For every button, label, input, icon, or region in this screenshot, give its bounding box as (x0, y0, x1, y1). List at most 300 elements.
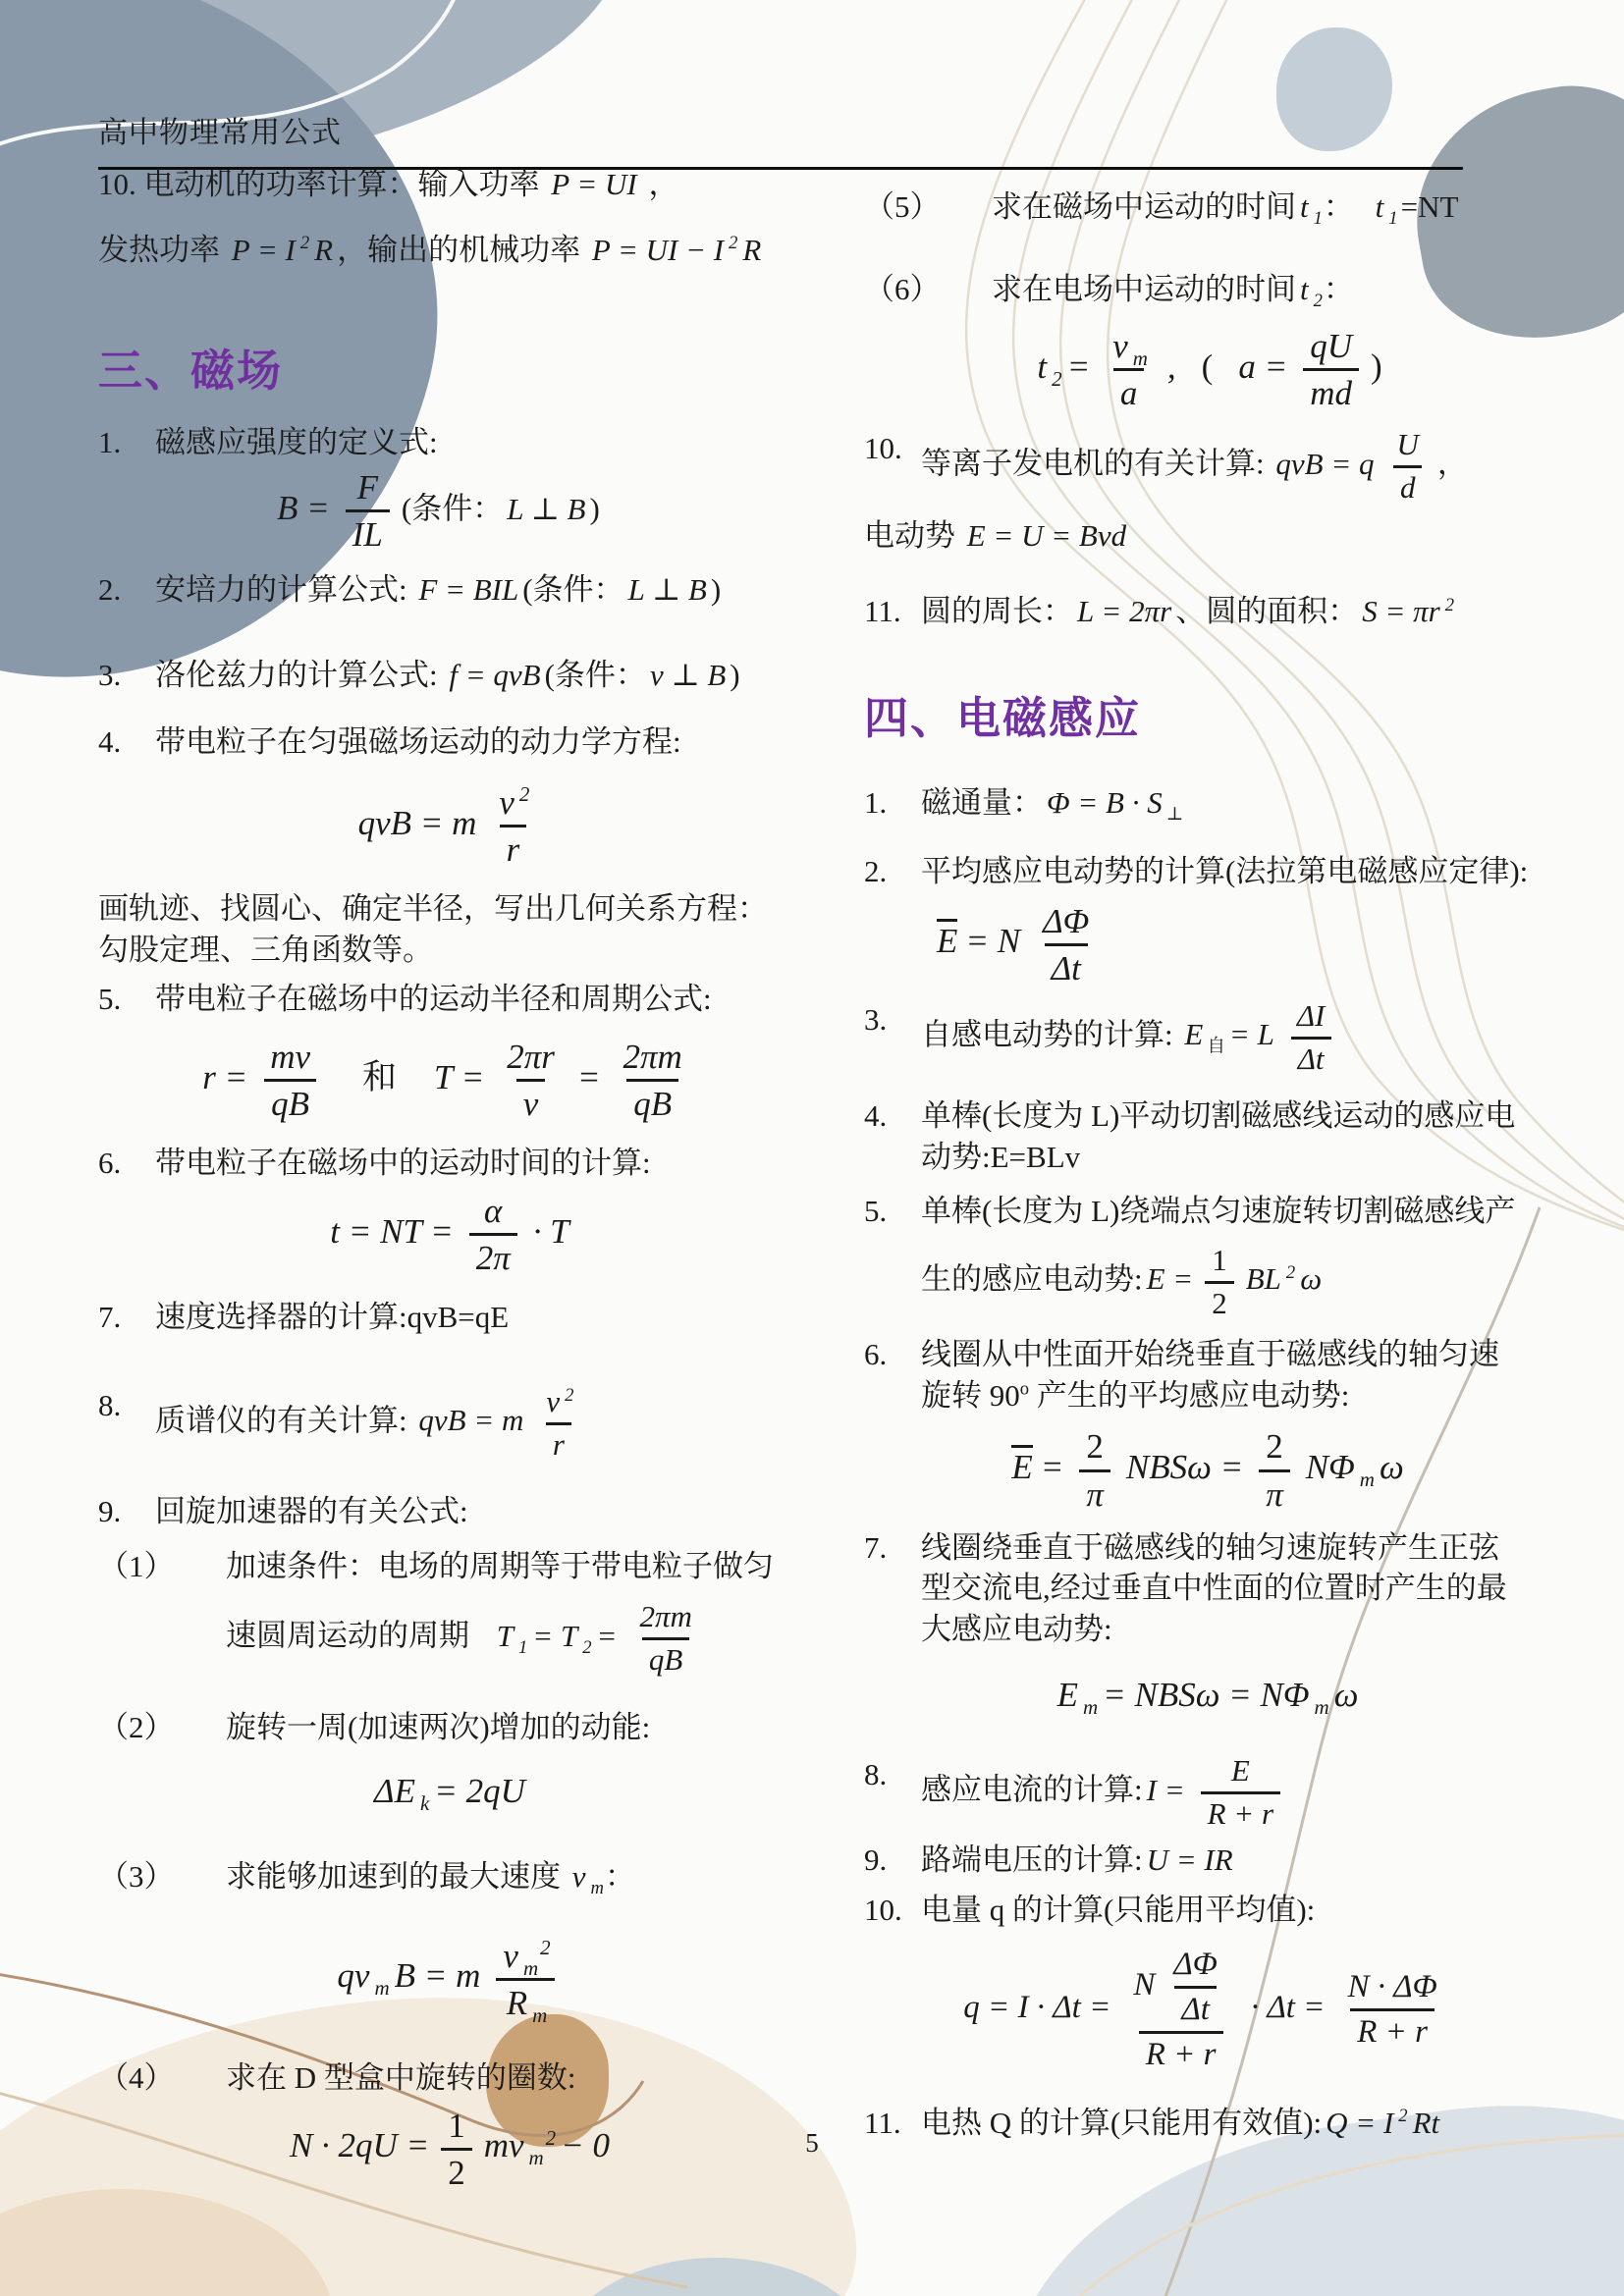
subscript: 1 (1388, 208, 1398, 230)
math-overline: E (937, 919, 957, 958)
left-column (98, 160, 801, 2192)
text-run: 求在电场中运动的时间 (992, 271, 1296, 306)
math-run: L ⊥ B (627, 572, 707, 608)
text-run: 旋转一周(加速两次)增加的动能: (226, 1709, 651, 1744)
text-run: 电量 q 的计算(只能用平均值): (921, 1893, 1316, 1928)
prev-item10-line1 (98, 164, 801, 205)
item-text (921, 1334, 1551, 1415)
item-text (921, 1840, 1551, 1881)
text-run: 单棒(长度为 L)绕端点匀速旋转切割磁感线产 (921, 1194, 1516, 1229)
text-run: 线圈绕垂直于磁感线的轴匀速旋转产生正弦 (921, 1529, 1499, 1565)
note-line-2: 勾股定理、三角函数等。 (98, 932, 433, 967)
text-run: 等离子发电机的有关计算: (921, 446, 1265, 481)
text-run: 圆的面积： (1206, 594, 1359, 629)
text-run: 磁感应强度的定义式: (155, 424, 438, 459)
em-item-2 (864, 851, 1551, 892)
subitem-3 (98, 1856, 801, 1897)
fraction (1075, 1427, 1114, 1513)
fraction (1102, 327, 1156, 412)
subscript: 1 (518, 1636, 528, 1658)
math-run: f = qvB (449, 658, 541, 692)
item-text (155, 721, 801, 763)
math-run: ω (1333, 1676, 1359, 1715)
math-run: BL (1245, 1261, 1281, 1297)
numerator: F (356, 468, 378, 507)
item-number: 3. (864, 1001, 888, 1037)
text-run: 求能够加速到的最大速度 (226, 1859, 561, 1895)
text-run: ，输出的机械功率 (337, 232, 581, 267)
subscript: 2 (1052, 366, 1062, 391)
item-text (155, 979, 801, 1020)
item-number: （5） (864, 189, 941, 224)
formula-quarter-turn-emf (864, 1427, 1551, 1513)
subscript: m (374, 1976, 390, 2001)
fraction (535, 1385, 581, 1462)
subitem-1 (98, 1546, 801, 1678)
math-run: t (1300, 271, 1309, 306)
math-run: = N (965, 922, 1021, 961)
subscript: 自 (1207, 1036, 1225, 1057)
item-10-right (864, 428, 1551, 505)
numerator (492, 1937, 558, 1978)
numerator: 1 (1212, 1242, 1227, 1277)
math-overline: E (1011, 1445, 1032, 1484)
text-run: 求在磁场中运动的时间 (992, 189, 1296, 224)
text-run: 线圈从中性面开始绕垂直于磁感线的轴匀速 (921, 1337, 1499, 1372)
superscript: 2 (545, 2125, 557, 2150)
denominator: Δt (1174, 1986, 1217, 2028)
numerator: U (1396, 427, 1419, 462)
superscript: 2 (1285, 1261, 1296, 1283)
numerator: 2πm (639, 1599, 692, 1634)
numerator: 2 (1266, 1427, 1283, 1467)
math-run: T = (434, 1057, 485, 1096)
item-text (155, 569, 801, 611)
subscript: ⊥ (1165, 804, 1184, 826)
math-run: t (1300, 189, 1309, 224)
fraction (342, 468, 394, 554)
math-run: = (1040, 1448, 1064, 1487)
page-number: 5 (805, 2128, 819, 2158)
text-run: ) (589, 491, 600, 526)
item-7 (98, 1297, 801, 1338)
math-run: v ⊥ B (649, 658, 727, 692)
text-run: 自感电动势的计算: (921, 1017, 1173, 1052)
fraction (1197, 1754, 1284, 1831)
math-run: ω (1300, 1261, 1323, 1297)
denominator: md (1303, 368, 1359, 412)
item-number: 7. (864, 1529, 888, 1565)
math-run: q = I · Δt = (963, 1989, 1111, 2025)
denominator: d (1393, 465, 1423, 506)
text-run: 路端电压的计算: (921, 1842, 1143, 1877)
em-item-9 (864, 1840, 1551, 1881)
text-run: 发热功率 (98, 232, 220, 267)
subitem-1-line2 (226, 1600, 801, 1677)
em-item-6 (864, 1334, 1551, 1415)
denominator: R + r (1201, 1791, 1280, 1832)
em-item-5-line2 (921, 1244, 1551, 1320)
section-heading-magnetic-field: 三、磁场 (98, 347, 284, 397)
math-run: U = IR (1146, 1842, 1233, 1877)
math-run: qvB = q (1275, 446, 1375, 481)
item-text (226, 1856, 801, 1897)
text-run: (条件： (544, 658, 646, 692)
item-number: 2. (864, 853, 888, 888)
math-run: Rt (1412, 2105, 1440, 2140)
math-run: · T (532, 1211, 569, 1251)
denominator: qB (626, 1079, 678, 1123)
subscript: m (1359, 1468, 1375, 1492)
math-run: v (499, 783, 514, 823)
math-run: qvB = m (357, 803, 477, 842)
em-item-10 (864, 1890, 1551, 1931)
text-run: 10. 电动机的功率计算：输入功率 (98, 167, 540, 201)
item-number: （2） (98, 1709, 175, 1744)
em-item-1 (864, 782, 1551, 824)
subscript: m (1082, 1695, 1099, 1720)
subscript: m (1132, 347, 1148, 371)
formula-max-emf (864, 1673, 1551, 1719)
subitem-2 (98, 1707, 801, 1748)
item-number: 3. (98, 658, 122, 692)
subscript: m (532, 2002, 548, 2027)
item-text (921, 1754, 1551, 1831)
math-run: L = 2πr (1077, 594, 1172, 629)
superscript: 2 (299, 233, 310, 254)
superscript: 2 (518, 782, 530, 807)
item-text (921, 1095, 1551, 1177)
text-run: ) (710, 572, 722, 608)
item-number: 11. (864, 2105, 901, 2140)
math-run: Q = I (1326, 2105, 1394, 2140)
math-run: · Δt = (1250, 1989, 1326, 2025)
item-text (155, 1297, 801, 1338)
math-run: = (576, 1057, 601, 1096)
fraction (613, 1038, 693, 1123)
denominator: π (1079, 1469, 1110, 1514)
text-run: ， (1436, 446, 1468, 481)
text-run: 带电粒子在磁场中的运动时间的计算: (155, 1146, 651, 1181)
text-run: 速圆周运动的周期 (226, 1618, 469, 1653)
math-run: N (1133, 1966, 1156, 2002)
math-run: B = m (394, 1956, 481, 1996)
denominator: Δt (1291, 1037, 1331, 1077)
item-11-right (864, 591, 1551, 632)
text-run: 加速条件：电场的周期等于带电粒子做匀 (226, 1548, 774, 1583)
math-run: =NT (1400, 189, 1459, 224)
item-number: （3） (98, 1859, 175, 1895)
fraction (1255, 1427, 1294, 1513)
item-9 (98, 1491, 801, 1532)
text-run: 磁通量： (921, 785, 1043, 821)
formula-time-in-e-field (864, 327, 1551, 412)
math-run: ω (1379, 1448, 1404, 1487)
math-run: v (546, 1383, 561, 1418)
denominator: v (516, 1079, 546, 1123)
numerator: 1 (448, 2106, 465, 2145)
text-run: 和 (362, 1057, 398, 1096)
item-number: 7. (98, 1300, 122, 1335)
formula-qvb-dynamics (98, 783, 801, 869)
math-run: R (506, 1983, 528, 2022)
item-number: （4） (98, 2060, 175, 2096)
item-text (155, 1143, 801, 1184)
math-run: E = (1146, 1261, 1194, 1297)
math-run: R (314, 232, 334, 267)
item-number: 4. (864, 1098, 888, 1134)
item-text (921, 591, 1551, 632)
math-run: a = (1238, 347, 1288, 386)
denominator: a (1113, 368, 1145, 412)
item-text (226, 1546, 801, 1678)
item-2 (98, 569, 801, 611)
item-number: 6. (864, 1337, 888, 1372)
math-run: = 2qU (434, 1772, 525, 1811)
subscript: m (528, 2146, 544, 2170)
superscript: 2 (1444, 595, 1455, 616)
text-run: 生的感应电动势: (921, 1261, 1143, 1297)
fraction (441, 2107, 472, 2192)
note-line-1: 画轨迹、找圆心、确定半径，写出几何关系方程： (98, 891, 768, 927)
numerator: ΔI (1296, 997, 1326, 1033)
subscript: 2 (582, 1636, 592, 1658)
item-4 (98, 721, 801, 763)
fraction-inner (1163, 1947, 1228, 2028)
denominator: IL (346, 509, 390, 554)
item-text (226, 2057, 801, 2099)
text-run: (条件： (522, 572, 624, 608)
item-text (921, 1527, 1551, 1650)
text-run: 动势:E=BLv (921, 1139, 1081, 1174)
item-number: 4. (98, 723, 122, 759)
numerator (1102, 327, 1156, 371)
math-run: E (1056, 1676, 1078, 1715)
math-run: ΔE (374, 1772, 415, 1811)
formula-kinetic-gain (98, 1769, 801, 1815)
denominator: R + r (1139, 2031, 1223, 2073)
prev-item10-line2 (98, 230, 801, 271)
numerator (488, 783, 537, 825)
denominator: Δt (1045, 943, 1088, 988)
item-text (155, 1385, 801, 1462)
fraction (492, 1936, 558, 2027)
math-run: E (1184, 1017, 1204, 1052)
text-run: 产生的平均感应电动势: (1029, 1377, 1350, 1413)
text-run: 带电粒子在磁场中的运动半径和周期公式: (155, 981, 712, 1016)
denominator: r (546, 1422, 571, 1463)
text-run: 电动势 (864, 517, 955, 553)
math-run: v (1112, 327, 1128, 366)
item-number: 1. (98, 424, 122, 459)
item-text (921, 428, 1551, 505)
em-item-7 (864, 1527, 1551, 1650)
fraction (1336, 1969, 1447, 2051)
item-1 (98, 422, 801, 463)
numerator: E (1230, 1753, 1250, 1789)
numerator: ΔΦ (1173, 1946, 1218, 1982)
item-text (921, 851, 1551, 892)
subitem-4 (98, 2057, 801, 2099)
fraction (496, 1038, 566, 1123)
em-item-11 (864, 2103, 1551, 2144)
math-run: t (1037, 347, 1048, 386)
subscript: k (419, 1791, 430, 1816)
subscript: 1 (1313, 208, 1323, 230)
item-number: 10. (864, 1893, 902, 1928)
em-item-6-line2 (921, 1375, 1551, 1416)
item-number: 8. (98, 1387, 122, 1422)
superscript: 2 (729, 233, 738, 254)
em-item-3 (864, 999, 1551, 1076)
right-column (864, 183, 1551, 2143)
math-run: Φ = B · S (1047, 785, 1163, 821)
text-run: 回旋加速器的有关公式: (155, 1494, 468, 1529)
item-number: 9. (98, 1494, 122, 1529)
denominator: 2 (1205, 1281, 1234, 1321)
item-number: 5. (98, 981, 122, 1016)
math-run: T (496, 1618, 514, 1653)
item-text (921, 1191, 1551, 1320)
section-heading-em-induction: 四、电磁感应 (864, 693, 1142, 743)
item-text (992, 269, 1551, 310)
denominator: 2π (469, 1233, 517, 1277)
math-run: mv (483, 2126, 524, 2165)
subscript: m (522, 1955, 539, 1980)
math-run: = L (1228, 1017, 1274, 1052)
subscript: 2 (1313, 290, 1323, 311)
fraction (1299, 327, 1363, 412)
denominator: qB (264, 1079, 316, 1123)
em-item-8 (864, 1754, 1551, 1831)
text-run: 单棒(长度为 L)平动切割磁感线运动的感应电 (921, 1098, 1516, 1134)
math-run: qv (337, 1956, 370, 1996)
formula-charge (864, 1947, 1551, 2073)
numerator: 2 (1086, 1427, 1104, 1467)
text-run: ： (1323, 271, 1354, 306)
math-run: = NBSω = NΦ (1103, 1676, 1310, 1715)
item-number: （1） (98, 1548, 175, 1583)
item-number: 10. (864, 431, 902, 466)
fraction (1386, 428, 1430, 505)
denominator: qB (642, 1637, 689, 1678)
item-text (226, 1707, 801, 1748)
item-text (155, 422, 801, 463)
item-number: 6. (98, 1146, 122, 1181)
item-text (921, 999, 1551, 1076)
fraction (488, 783, 537, 869)
text-run: 大感应电动势: (921, 1611, 1112, 1646)
text-run: 质谱仪的有关计算: (155, 1403, 407, 1438)
formula-radius-period (98, 1038, 801, 1123)
item-text (921, 2103, 1551, 2144)
item-number: 1. (864, 785, 888, 821)
fraction (1286, 999, 1336, 1076)
item-number: 2. (98, 572, 122, 608)
denominator: r (500, 825, 527, 869)
text-run: 电热 Q 的计算(只能用有效值): (921, 2105, 1323, 2140)
item-text (921, 1890, 1551, 1931)
text-run: 旋转 90 (921, 1377, 1020, 1413)
math-run: P = UI − I (591, 232, 725, 267)
fraction (465, 1192, 521, 1277)
text-run: 圆的周长： (921, 594, 1073, 629)
numerator: N · ΔΦ (1347, 1968, 1437, 2004)
em-item-5 (864, 1191, 1551, 1320)
item-number: （6） (864, 271, 941, 306)
math-run: = T (532, 1618, 578, 1653)
math-run: N · 2qU = (289, 2126, 430, 2165)
text-run: ( (1201, 347, 1214, 386)
item-text (155, 655, 801, 696)
item-number: 9. (864, 1842, 888, 1877)
subscript: m (1314, 1695, 1329, 1720)
numerator (535, 1385, 581, 1422)
text-run: 型交流电,经过垂直中性面的位置时产生的最 (921, 1571, 1507, 1606)
text-run: 求在 D 型盒中旋转的圈数: (226, 2060, 576, 2096)
numerator: 2πr (507, 1038, 555, 1077)
fraction (1122, 1947, 1239, 2073)
math-run: NΦ (1305, 1448, 1355, 1487)
numerator (1122, 1947, 1239, 2031)
numerator: ΔΦ (1043, 901, 1090, 940)
item-number: 8. (864, 1757, 888, 1792)
subitem-5 (864, 187, 1551, 228)
math-run: , (1166, 347, 1176, 386)
text-run: ， (648, 167, 679, 201)
fraction (628, 1600, 702, 1677)
item-text (155, 1491, 801, 1532)
denominator: 2 (441, 2148, 472, 2192)
math-run: S = πr (1362, 594, 1440, 629)
math-run: v (503, 1936, 518, 1975)
fraction (1205, 1244, 1234, 1320)
text-run: 、 (1175, 594, 1207, 629)
math-run: v (571, 1859, 586, 1895)
text-run: 带电粒子在匀强磁场运动的动力学方程: (155, 723, 681, 759)
fraction (1032, 902, 1100, 988)
math-run: L ⊥ B (507, 491, 586, 526)
math-run: = (1066, 347, 1091, 386)
text-run: ) (730, 658, 740, 692)
superscript: 2 (540, 1936, 551, 1960)
text-run: 安培力的计算公式: (155, 572, 407, 608)
math-run: F = BIL (418, 572, 519, 608)
item-6 (98, 1143, 801, 1184)
numerator: 2πm (623, 1038, 682, 1077)
formula-turns-in-dees (98, 2107, 801, 2192)
superscript: o (1019, 1378, 1030, 1400)
item-number: 11. (864, 594, 901, 629)
math-run: qvB = m (418, 1403, 524, 1438)
math-run: = (596, 1618, 618, 1653)
text-run: 洛伦兹力的计算公式: (155, 658, 438, 692)
subitem-6 (864, 269, 1551, 310)
math-run: r = (202, 1057, 248, 1096)
subscript: m (590, 1878, 604, 1899)
formula-b-definition (98, 468, 801, 554)
item-8 (98, 1385, 801, 1462)
fraction (259, 1038, 321, 1123)
superscript: 2 (1398, 2106, 1408, 2127)
formula-time-in-field (98, 1192, 801, 1277)
math-run: E = U = Bvd (966, 517, 1127, 553)
math-run: P = I (231, 232, 296, 267)
item-3 (98, 655, 801, 696)
formula-average-emf (864, 902, 1551, 988)
math-run: NBSω = (1125, 1448, 1244, 1487)
text-run: ： (604, 1859, 635, 1895)
